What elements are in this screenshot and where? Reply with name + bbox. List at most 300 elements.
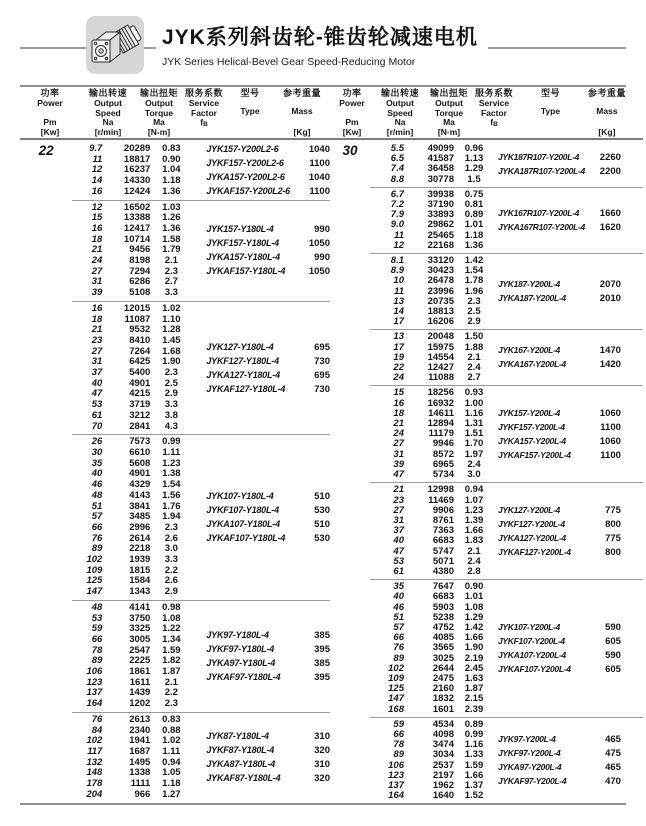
gear-motor-icon	[86, 15, 144, 75]
speed-cell: 109	[388, 672, 404, 684]
torque-cell: 16932	[427, 397, 454, 409]
factor-cell: 1.90	[464, 642, 484, 654]
torque-cell: 4901	[129, 377, 151, 389]
type-name: JYKF97-Y180L-4	[206, 643, 275, 654]
torque-cell: 2475	[432, 672, 454, 684]
speed-cell: 23	[91, 334, 103, 346]
type-name: JYK107-Y200L-4	[498, 621, 560, 632]
torque-cell: 26478	[427, 275, 454, 287]
torque-cell: 29862	[427, 219, 454, 231]
speed-cell: 16	[91, 302, 103, 314]
torque-cell: 966	[134, 788, 151, 800]
type-name: JYKA87-Y180L-4	[206, 759, 276, 770]
torque-cell: 12424	[123, 185, 151, 197]
factor-cell: 2.4	[467, 362, 481, 374]
torque-cell: 1941	[129, 735, 151, 747]
types-block	[192, 304, 330, 432]
factor-cell: 2.5	[467, 306, 481, 318]
mass-value: 320	[314, 773, 330, 785]
table-body-left	[20, 140, 330, 803]
torque-cell: 1832	[432, 693, 454, 705]
factor-cell: 1.63	[464, 672, 484, 684]
header-torque: 输出扭矩 Output Torque Ma [N-m]	[139, 88, 178, 138]
type-name: JYKF107-Y180L-4	[206, 505, 279, 516]
speed-cell: 53	[91, 399, 103, 411]
mass-value: 510	[314, 491, 330, 503]
mass-value: 530	[314, 533, 330, 545]
mass-value: 470	[605, 776, 621, 788]
type-mass-row	[206, 491, 330, 502]
factor-cell: 0.94	[162, 756, 181, 768]
factor-cell: 1.39	[464, 514, 484, 526]
factor-cell: 1.36	[162, 222, 181, 234]
factor-cell: 1.07	[464, 494, 484, 506]
type-mass-row	[498, 762, 643, 773]
speed-cell: 51	[393, 611, 404, 623]
type-mass-row	[498, 436, 643, 447]
header-speed: 输出转速 Output Speed Na [r/min]	[88, 88, 127, 138]
torque-cell: 1962	[432, 779, 454, 791]
mass-value: 465	[605, 762, 621, 774]
speed-cell: 18	[393, 407, 404, 419]
factor-cell: 0.99	[464, 728, 484, 740]
speed-cell: 46	[393, 601, 404, 613]
speed-cell: 5.5	[390, 143, 404, 154]
type-name: JYKA107-Y180L-4	[206, 519, 280, 530]
factor-cell: 3.3	[164, 287, 178, 299]
header-factor: 服务系数 Service Factor fB	[474, 88, 513, 129]
speed-cell: 31	[91, 276, 103, 288]
factor-cell: 1.87	[162, 666, 181, 678]
factor-cell: 2.6	[164, 575, 178, 587]
speed-cell: 57	[393, 621, 404, 633]
mass-value: 385	[314, 629, 330, 641]
factor-cell: 1.18	[162, 175, 181, 187]
factor-cell: 0.99	[162, 436, 181, 448]
type-mass-row	[498, 152, 643, 163]
torque-cell: 18817	[123, 153, 151, 165]
type-name: JYKA157-Y200L-4	[498, 435, 566, 446]
mass-value: 800	[605, 546, 621, 558]
speed-cell: 132	[86, 756, 103, 768]
types-block	[494, 582, 643, 715]
factor-cell: 1.23	[464, 504, 484, 516]
factor-cell: 0.81	[464, 199, 484, 211]
factor-cell: 0.89	[464, 209, 484, 221]
type-name: JYK127-Y180L-4	[206, 341, 274, 352]
type-mass-row	[206, 672, 330, 683]
mass-value: 310	[314, 759, 330, 771]
torque-cell: 3005	[129, 633, 151, 645]
type-name: JYK157-Y200L-4	[498, 407, 560, 418]
type-mass-row	[206, 144, 330, 155]
header-factor: 服务系数 Service Factor fB	[184, 88, 223, 129]
factor-cell: 1.05	[162, 767, 181, 779]
speed-cell: 16	[91, 185, 103, 197]
factor-cell: 2.2	[164, 687, 178, 699]
factor-cell: 0.89	[464, 718, 484, 730]
torque-cell: 16237	[123, 164, 151, 176]
type-name: JYKA157-Y200L2-6	[206, 172, 285, 183]
header-power: 功率 Power Pm [Kw]	[37, 88, 63, 138]
table-row	[72, 411, 192, 422]
speed-cell: 102	[86, 735, 103, 747]
factor-cell: 1.04	[162, 164, 181, 176]
mass-value: 2070	[599, 279, 621, 291]
numbers-block	[370, 485, 494, 577]
mass-value: 320	[314, 745, 330, 757]
torque-cell: 6425	[129, 356, 151, 368]
torque-cell: 7573	[129, 436, 151, 448]
factor-cell: 0.93	[464, 387, 484, 399]
factor-cell: 1.18	[162, 778, 181, 790]
type-mass-row	[498, 505, 643, 516]
torque-cell: 8410	[129, 334, 151, 346]
factor-cell: 1.16	[464, 407, 484, 419]
type-mass-row	[498, 664, 643, 675]
type-name: JYK97-Y180L-4	[206, 629, 269, 640]
speed-cell: 48	[91, 489, 103, 501]
torque-cell: 39938	[427, 188, 454, 200]
torque-cell: 1611	[129, 676, 151, 688]
type-mass-row	[206, 630, 330, 641]
torque-cell: 9532	[129, 324, 151, 336]
torque-cell: 4141	[129, 601, 151, 613]
table-body-right	[330, 140, 643, 803]
factor-cell: 3.8	[164, 409, 178, 421]
torque-cell: 3025	[432, 652, 454, 664]
factor-cell: 3.3	[164, 554, 178, 566]
torque-cell: 6610	[129, 446, 151, 458]
speed-cell: 89	[393, 652, 404, 664]
speed-cell: 102	[388, 662, 404, 674]
factor-cell: 0.90	[464, 581, 484, 593]
factor-cell: 0.83	[162, 143, 181, 154]
types-block	[494, 144, 643, 185]
table-group	[370, 482, 643, 579]
factor-cell: 1.34	[162, 633, 181, 645]
factor-cell: 2.9	[467, 316, 481, 328]
speed-cell: 46	[91, 479, 103, 491]
mass-value: 695	[314, 341, 330, 353]
speed-cell: 147	[388, 693, 404, 705]
torque-cell: 3719	[129, 399, 151, 411]
factor-cell: 1.42	[464, 255, 484, 267]
speed-cell: 35	[91, 457, 103, 469]
factor-cell: 1.18	[464, 229, 484, 241]
mass-value: 605	[605, 663, 621, 675]
table-group	[72, 142, 330, 200]
torque-cell: 22168	[427, 239, 454, 251]
speed-cell: 168	[388, 703, 404, 715]
torque-cell: 2340	[129, 724, 151, 736]
type-name: JYKF157-Y180L-4	[206, 238, 279, 249]
torque-cell: 12894	[427, 418, 454, 430]
mass-value: 395	[314, 671, 330, 683]
mass-value: 530	[314, 505, 330, 517]
torque-cell: 30423	[427, 265, 454, 277]
torque-cell: 1601	[432, 703, 454, 715]
speed-cell: 47	[393, 545, 404, 557]
factor-cell: 1.13	[464, 153, 484, 165]
speed-cell: 164	[86, 698, 103, 710]
table-row	[72, 603, 192, 614]
factor-cell: 2.7	[467, 372, 481, 384]
table-group	[370, 142, 643, 187]
speed-cell: 78	[91, 644, 103, 656]
torque-cell: 16502	[123, 201, 151, 213]
table-group	[370, 329, 643, 385]
torque-cell: 4085	[432, 632, 454, 644]
table-row	[72, 491, 192, 502]
factor-cell: 1.76	[162, 500, 181, 512]
factor-cell: 2.9	[164, 388, 178, 400]
factor-cell: 1.82	[162, 655, 181, 667]
type-name: JYKAF97-Y200L-4	[498, 776, 567, 787]
factor-cell: 4.3	[164, 420, 178, 432]
factor-cell: 1.36	[464, 239, 484, 251]
type-name: JYKA187R107-Y200L-4	[498, 165, 585, 176]
torque-cell: 6683	[432, 591, 454, 603]
speed-cell: 61	[393, 565, 404, 577]
mass-value: 1100	[600, 421, 621, 433]
factor-cell: 1.08	[464, 601, 484, 613]
speed-cell: 14	[91, 175, 103, 187]
speed-cell: 27	[393, 504, 404, 516]
numbers-block	[370, 190, 494, 251]
speed-cell: 16	[91, 222, 103, 234]
factor-cell: 0.90	[162, 153, 181, 165]
types-block	[494, 720, 643, 802]
type-mass-row	[206, 342, 330, 353]
type-name: JYK127-Y200L-4	[498, 504, 560, 515]
speed-cell: 40	[393, 591, 404, 603]
torque-cell: 7294	[129, 265, 151, 277]
factor-cell: 2.2	[164, 564, 178, 576]
factor-cell: 3.3	[164, 399, 178, 411]
header-type: 型号 Type	[540, 88, 561, 116]
torque-cell: 14611	[428, 407, 454, 419]
torque-cell: 49099	[427, 143, 454, 154]
table-row	[370, 485, 494, 495]
factor-cell: 2.3	[164, 367, 178, 379]
type-name: JYKF127-Y180L-4	[206, 355, 279, 366]
torque-cell: 20735	[427, 295, 454, 307]
speed-cell: 137	[388, 779, 404, 791]
type-name: JYKA157-Y180L-4	[206, 252, 280, 263]
factor-cell: 2.7	[164, 276, 178, 288]
speed-cell: 15	[91, 212, 103, 224]
speed-cell: 21	[91, 244, 103, 256]
table-group	[370, 187, 643, 253]
factor-cell: 1.16	[464, 739, 484, 751]
factor-cell: 1.59	[464, 759, 484, 771]
type-mass-row	[498, 222, 643, 233]
speed-cell: 66	[91, 633, 103, 645]
torque-cell: 2160	[432, 683, 454, 695]
torque-cell: 1861	[129, 666, 151, 678]
table-row	[72, 288, 192, 299]
torque-cell: 4329	[129, 479, 151, 491]
factor-cell: 1.66	[464, 525, 484, 537]
factor-cell: 2.3	[164, 521, 178, 533]
numbers-block	[370, 582, 494, 715]
speed-cell: 37	[91, 367, 103, 379]
factor-cell: 1.51	[464, 428, 484, 440]
torque-cell: 30778	[427, 173, 454, 185]
type-name: JYKF157-Y200L-4	[498, 421, 565, 432]
factor-cell: 2.19	[464, 652, 484, 664]
factor-cell: 1.50	[464, 331, 484, 343]
type-mass-row	[206, 731, 330, 742]
type-name: JYK167R107-Y200L-4	[498, 207, 580, 218]
torque-cell: 1687	[129, 745, 151, 757]
torque-cell: 8198	[129, 255, 151, 267]
torque-cell: 5734	[432, 469, 454, 481]
speed-cell: 27	[393, 438, 404, 450]
factor-cell: 1.58	[162, 233, 181, 245]
type-mass-row	[498, 208, 643, 219]
torque-cell: 6286	[129, 276, 151, 288]
factor-cell: 1.96	[464, 285, 484, 297]
column-header-right	[330, 87, 643, 140]
speed-cell: 40	[91, 377, 103, 389]
torque-cell: 1640	[432, 790, 454, 802]
factor-cell: 1.01	[464, 219, 484, 231]
speed-cell: 204	[86, 788, 103, 800]
speed-cell: 125	[388, 683, 404, 695]
mass-value: 990	[314, 252, 330, 264]
type-mass-row	[206, 745, 330, 756]
type-name: JYKF127-Y200L-4	[498, 518, 565, 529]
speed-cell: 106	[86, 666, 103, 678]
table-row	[72, 587, 192, 598]
type-mass-row	[206, 172, 330, 183]
factor-cell: 2.1	[467, 545, 481, 557]
torque-cell: 7363	[432, 525, 454, 537]
mass-value: 590	[605, 621, 621, 633]
factor-cell: 2.3	[164, 265, 178, 277]
torque-cell: 10714	[123, 233, 151, 245]
speed-cell: 164	[388, 790, 404, 802]
speed-cell: 40	[393, 535, 404, 547]
torque-cell: 4752	[432, 621, 454, 633]
numbers-block	[72, 715, 192, 801]
factor-cell: 1.26	[162, 212, 181, 224]
speed-cell: 66	[91, 521, 103, 533]
torque-cell: 3485	[129, 511, 151, 523]
factor-cell: 2.39	[464, 703, 484, 715]
torque-cell: 33120	[427, 255, 454, 267]
table-group	[370, 717, 643, 803]
factor-cell: 1.68	[162, 345, 181, 357]
type-mass-row	[206, 384, 330, 395]
torque-cell: 3750	[129, 612, 151, 624]
torque-cell: 2613	[129, 713, 151, 725]
type-mass-row	[498, 547, 643, 558]
torque-cell: 20289	[123, 143, 151, 154]
torque-cell: 36458	[427, 163, 454, 175]
factor-cell: 1.87	[464, 683, 484, 695]
torque-cell: 3565	[432, 642, 454, 654]
speed-cell: 21	[393, 484, 404, 496]
table-row	[370, 175, 494, 185]
factor-cell: 1.27	[162, 788, 181, 800]
torque-cell: 5608	[129, 457, 151, 469]
factor-cell: 2.1	[467, 351, 481, 363]
factor-cell: 1.52	[464, 790, 484, 802]
types-block	[494, 485, 643, 577]
type-name: JYKAF87-Y180L-4	[206, 773, 281, 784]
torque-cell: 11087	[124, 313, 151, 325]
speed-cell: 11	[394, 229, 404, 241]
mass-value: 1040	[308, 144, 330, 156]
type-mass-row	[206, 252, 330, 263]
factor-cell: 2.5	[164, 377, 178, 389]
speed-cell: 39	[91, 287, 103, 299]
torque-cell: 1495	[129, 756, 151, 768]
header-torque: 输出扭矩 Output Torque Ma [N·m]	[429, 88, 468, 138]
factor-cell: 1.23	[162, 457, 181, 469]
torque-cell: 4534	[432, 718, 454, 730]
factor-cell: 1.11	[162, 745, 181, 757]
torque-cell: 3034	[432, 749, 454, 761]
type-mass-row	[206, 370, 330, 381]
type-mass-row	[498, 776, 643, 787]
factor-cell: 1.33	[464, 749, 484, 761]
type-name: JYK187-Y200L-4	[498, 279, 560, 290]
factor-cell: 1.00	[464, 397, 484, 409]
speed-cell: 117	[87, 745, 103, 757]
speed-cell: 178	[86, 778, 103, 790]
torque-cell: 33893	[427, 209, 454, 221]
torque-cell: 3841	[129, 500, 151, 512]
torque-cell: 2614	[129, 532, 151, 544]
mass-value: 465	[605, 734, 621, 746]
table-row	[370, 241, 494, 251]
torque-cell: 25465	[427, 229, 454, 241]
torque-cell: 4143	[129, 489, 151, 501]
speed-cell: 137	[86, 687, 103, 699]
speed-cell: 53	[393, 555, 404, 567]
factor-cell: 1.10	[162, 313, 181, 325]
type-mass-row	[206, 238, 330, 249]
mass-value: 1100	[600, 449, 621, 461]
torque-cell: 1439	[129, 687, 151, 699]
type-mass-row	[498, 533, 643, 544]
type-name: JYKA127-Y180L-4	[206, 369, 280, 380]
type-mass-row	[206, 759, 330, 770]
factor-cell: 1.29	[464, 611, 484, 623]
mass-value: 1060	[599, 407, 621, 419]
type-mass-row	[206, 356, 330, 367]
type-mass-row	[206, 658, 330, 669]
torque-cell: 5747	[432, 545, 454, 557]
mass-value: 800	[605, 518, 621, 530]
mass-value: 2200	[599, 165, 621, 177]
header-mass: 参考重量 Mass [Kg]	[282, 88, 321, 138]
type-name: JYKF157-Y200L2-6	[206, 158, 284, 169]
table-row	[72, 790, 192, 801]
torque-cell: 7647	[432, 581, 454, 593]
type-name: JYK107-Y180L-4	[206, 491, 274, 502]
speed-cell: 7.9	[390, 209, 404, 221]
factor-cell: 1.02	[162, 735, 181, 747]
factor-cell: 1.28	[162, 324, 181, 336]
speed-cell: 17	[393, 316, 404, 328]
torque-cell: 14330	[123, 175, 151, 187]
type-name: JYKAF157-Y200L2-6	[206, 186, 290, 197]
